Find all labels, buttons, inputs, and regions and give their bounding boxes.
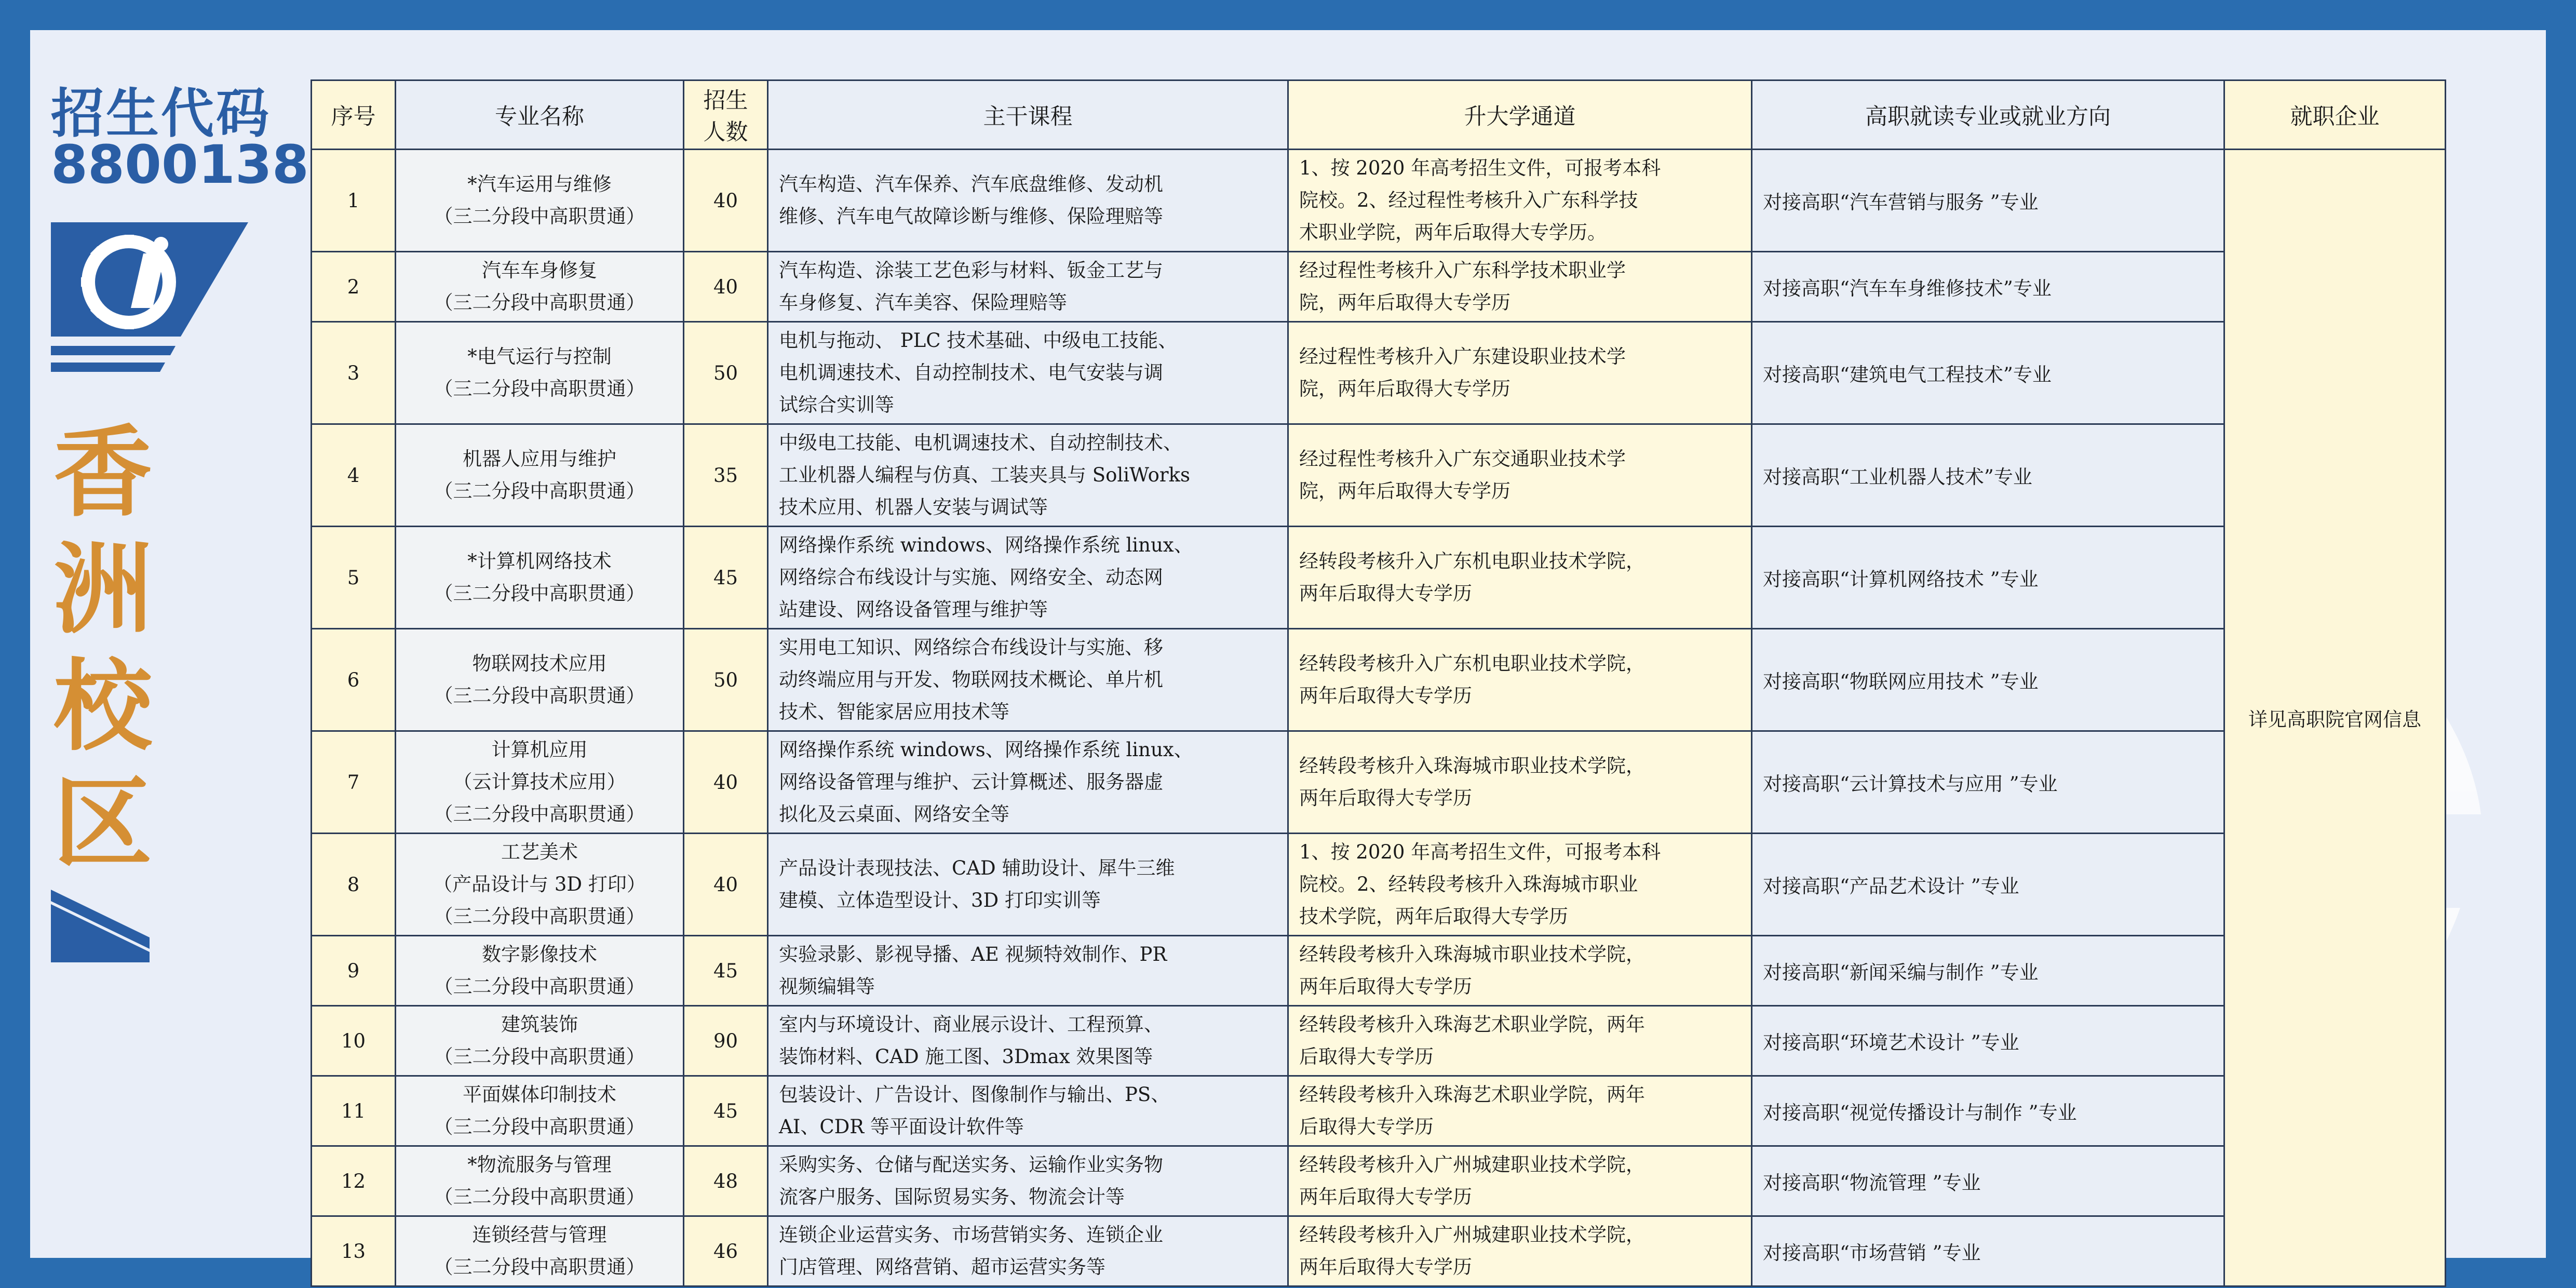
major-name — [396, 1216, 684, 1286]
major-name-line: （三二分段中高职贯通） — [434, 378, 645, 400]
study-direction: 对接高职“物流管理 ”专业 — [1752, 1146, 2224, 1216]
main-courses — [768, 150, 1288, 252]
main-courses — [768, 1216, 1288, 1286]
main-courses — [768, 527, 1288, 629]
university-pathway — [1288, 150, 1752, 252]
main-courses — [768, 936, 1288, 1006]
main-courses — [768, 322, 1288, 424]
main-courses-line: 网络操作系统 windows、网络操作系统 linux、 — [779, 534, 1193, 556]
university-pathway-line: 两年后取得大专学历 — [1299, 787, 1472, 809]
main-courses — [768, 1006, 1288, 1076]
major-name-line: （三二分段中高职贯通） — [434, 1045, 645, 1068]
main-courses-line: 装饰材料、CAD 施工图、3Dmax 效果图等 — [779, 1045, 1153, 1068]
enrollment-count: 50 — [684, 322, 768, 424]
main-courses-line: 电机与拖动、 PLC 技术基础、中级电工技能、 — [779, 329, 1178, 352]
major-name-line: （三二分段中高职贯通） — [434, 1116, 645, 1138]
university-pathway — [1288, 834, 1752, 936]
main-courses-line: 视频编辑等 — [779, 975, 875, 998]
major-name-line: （三二分段中高职贯通） — [434, 205, 645, 227]
main-courses-line: 室内与环境设计、商业展示设计、工程预算、 — [779, 1013, 1163, 1036]
row-index: 1 — [312, 150, 396, 252]
university-pathway-line: 1、按 2020 年高考招生文件，可报考本科 — [1299, 157, 1661, 179]
main-courses-line: 采购实务、仓储与配送实务、运输作业实务物 — [779, 1153, 1163, 1176]
enrollment-count: 46 — [684, 1216, 768, 1286]
main-courses-line: 汽车构造、汽车保养、汽车底盘维修、发动机 — [779, 173, 1163, 195]
major-name-line: （三二分段中高职贯通） — [434, 685, 645, 707]
major-name-line: （三二分段中高职贯通） — [434, 291, 645, 314]
university-pathway — [1288, 322, 1752, 424]
university-pathway-line: 经转段考核升入珠海艺术职业学院，两年 — [1299, 1083, 1645, 1106]
main-courses — [768, 252, 1288, 322]
university-pathway-line: 后取得大专学历 — [1299, 1116, 1434, 1138]
university-pathway-line: 院，两年后取得大专学历 — [1299, 480, 1510, 502]
university-pathway — [1288, 629, 1752, 731]
major-name-line: （三二分段中高职贯通） — [434, 1186, 645, 1208]
main-courses-line: 连锁企业运营实务、市场营销实务、连锁企业 — [779, 1224, 1163, 1246]
header-enterprise: 就职企业 — [2224, 81, 2446, 150]
row-index: 6 — [312, 629, 396, 731]
major-name — [396, 150, 684, 252]
university-pathway — [1288, 527, 1752, 629]
table-row — [312, 1006, 2446, 1076]
poster-board — [30, 30, 2546, 1278]
main-courses-line: 建模、立体造型设计、3D 打印实训等 — [779, 889, 1101, 911]
main-courses-line: 技术应用、机器人安装与调试等 — [779, 496, 1048, 518]
main-courses-line: 网络操作系统 windows、网络操作系统 linux、 — [779, 739, 1193, 761]
enterprise-cell: 详见高职院官网信息 — [2224, 150, 2446, 1286]
side-panel — [30, 30, 309, 1258]
table-row — [312, 834, 2446, 936]
major-name — [396, 834, 684, 936]
study-direction: 对接高职“新闻采编与制作 ”专业 — [1752, 936, 2224, 1006]
major-name — [396, 424, 684, 527]
table-row — [312, 1216, 2446, 1286]
main-courses-line: 车身修复、汽车美容、保险理赔等 — [779, 291, 1067, 314]
university-pathway-line: 经转段考核升入珠海城市职业技术学院， — [1299, 943, 1645, 965]
university-pathway-line: 经转段考核升入广东机电职业技术学院， — [1299, 652, 1645, 675]
main-courses-line: 动终端应用与开发、物联网技术概论、单片机 — [779, 668, 1163, 691]
campus-char: 区 — [53, 766, 152, 881]
main-courses-line: 维修、汽车电气故障诊断与维修、保险理赔等 — [779, 205, 1163, 227]
university-pathway — [1288, 731, 1752, 834]
enrollment-table — [311, 79, 2446, 1287]
main-courses-line: 产品设计表现技法、CAD 辅助设计、犀牛三维 — [779, 857, 1175, 879]
main-courses-line: 拟化及云桌面、网络安全等 — [779, 803, 1009, 825]
study-direction: 对接高职“产品艺术设计 ”专业 — [1752, 834, 2224, 936]
major-name-line: （产品设计与 3D 打印） — [433, 873, 646, 895]
university-pathway-line: 两年后取得大专学历 — [1299, 1186, 1472, 1208]
main-courses-line: 流客户服务、国际贸易实务、物流会计等 — [779, 1186, 1125, 1208]
table-row — [312, 322, 2446, 424]
university-pathway-line: 技术学院，两年后取得大专学历 — [1299, 905, 1568, 928]
enrollment-code-number: 8800138 — [51, 134, 309, 196]
main-courses-line: 网络综合布线设计与实施、网络安全、动态网 — [779, 566, 1163, 588]
university-pathway-line: 院，两年后取得大专学历 — [1299, 378, 1510, 400]
campus-char: 香 — [53, 415, 152, 530]
university-pathway-line: 两年后取得大专学历 — [1299, 1256, 1472, 1278]
major-name-line: 汽车车身修复 — [482, 259, 597, 281]
university-pathway — [1288, 252, 1752, 322]
major-name-line: *汽车运用与维修 — [467, 173, 612, 195]
table-row — [312, 150, 2446, 252]
row-index: 9 — [312, 936, 396, 1006]
major-name-line: （三二分段中高职贯通） — [434, 1256, 645, 1278]
university-pathway-line: 院校。2、经过程性考核升入广东科学技 — [1299, 189, 1638, 211]
major-name-line: （三二分段中高职贯通） — [434, 803, 645, 825]
university-pathway-line: 经转段考核升入广东机电职业技术学院， — [1299, 550, 1645, 572]
header-pathway: 升大学通道 — [1288, 81, 1752, 150]
major-name-line: 机器人应用与维护 — [463, 448, 616, 470]
main-courses-line: 技术、智能家居应用技术等 — [779, 701, 1009, 723]
university-pathway-line: 经转段考核升入珠海城市职业技术学院， — [1299, 755, 1645, 777]
university-pathway — [1288, 1076, 1752, 1146]
row-index: 8 — [312, 834, 396, 936]
enrollment-count: 45 — [684, 936, 768, 1006]
header-major: 专业名称 — [396, 81, 684, 150]
table-row — [312, 1146, 2446, 1216]
major-name-line: *物流服务与管理 — [467, 1153, 612, 1176]
university-pathway-line: 1、按 2020 年高考招生文件，可报考本科 — [1299, 841, 1661, 863]
row-index: 7 — [312, 731, 396, 834]
study-direction: 对接高职“市场营销 ”专业 — [1752, 1216, 2224, 1286]
study-direction: 对接高职“视觉传播设计与制作 ”专业 — [1752, 1076, 2224, 1146]
university-pathway — [1288, 1006, 1752, 1076]
table-body — [312, 150, 2446, 1286]
header-index: 序号 — [312, 81, 396, 150]
university-pathway-line: 两年后取得大专学历 — [1299, 685, 1472, 707]
study-direction: 对接高职“工业机器人技术”专业 — [1752, 424, 2224, 527]
major-name — [396, 322, 684, 424]
main-courses — [768, 731, 1288, 834]
row-index: 4 — [312, 424, 396, 527]
university-pathway-line: 经转段考核升入广州城建职业技术学院， — [1299, 1224, 1645, 1246]
school-logo-icon — [51, 222, 259, 388]
major-name-line: （云计算技术应用） — [453, 771, 626, 793]
enrollment-count: 40 — [684, 252, 768, 322]
main-courses-line: 电机调速技术、自动控制技术、电气安装与调 — [779, 361, 1163, 384]
major-name — [396, 527, 684, 629]
decorative-slash-icon — [51, 890, 155, 962]
major-name — [396, 936, 684, 1006]
main-courses-line: 试综合实训等 — [779, 394, 894, 416]
major-name — [396, 1006, 684, 1076]
main-courses — [768, 629, 1288, 731]
study-direction: 对接高职“汽车营销与服务 ”专业 — [1752, 150, 2224, 252]
main-courses — [768, 1076, 1288, 1146]
main-courses-line: 实验录影、影视导播、AE 视频特效制作、PR — [779, 943, 1167, 965]
major-name-line: （三二分段中高职贯通） — [434, 905, 645, 928]
university-pathway-line: 两年后取得大专学历 — [1299, 582, 1472, 605]
row-index: 5 — [312, 527, 396, 629]
major-name-line: （三二分段中高职贯通） — [434, 480, 645, 502]
main-courses-line: 包装设计、广告设计、图像制作与输出、PS、 — [779, 1083, 1170, 1106]
header-direction: 高职就读专业或就业方向 — [1752, 81, 2224, 150]
university-pathway-line: 术职业学院，两年后取得大专学历。 — [1299, 221, 1607, 244]
table-header — [312, 81, 2446, 150]
major-name-line: 平面媒体印制技术 — [463, 1083, 616, 1106]
enrollment-count: 40 — [684, 834, 768, 936]
major-name-line: *计算机网络技术 — [467, 550, 612, 572]
major-name-line: 计算机应用 — [491, 739, 588, 761]
enrollment-count: 40 — [684, 150, 768, 252]
enrollment-count: 35 — [684, 424, 768, 527]
university-pathway — [1288, 424, 1752, 527]
main-courses — [768, 834, 1288, 936]
enrollment-count: 48 — [684, 1146, 768, 1216]
main-courses-line: 中级电工技能、电机调速技术、自动控制技术、 — [779, 432, 1182, 454]
major-name-line: （三二分段中高职贯通） — [434, 582, 645, 605]
campus-name — [51, 414, 155, 882]
enrollment-count: 40 — [684, 731, 768, 834]
main-courses-line: 门店管理、网络营销、超市运营实务等 — [779, 1256, 1105, 1278]
major-name — [396, 1146, 684, 1216]
table-row — [312, 527, 2446, 629]
header-enrollment-line: 人数 — [703, 119, 748, 145]
major-name-line: 数字影像技术 — [482, 943, 597, 965]
enrollment-count: 45 — [684, 527, 768, 629]
university-pathway-line: 经过程性考核升入广东科学技术职业学 — [1299, 259, 1626, 281]
study-direction: 对接高职“计算机网络技术 ”专业 — [1752, 527, 2224, 629]
university-pathway-line: 后取得大专学历 — [1299, 1045, 1434, 1068]
table-row — [312, 936, 2446, 1006]
university-pathway-line: 经转段考核升入珠海艺术职业学院，两年 — [1299, 1013, 1645, 1036]
major-name — [396, 629, 684, 731]
header-enrollment-line: 招生 — [703, 88, 748, 114]
row-index: 10 — [312, 1006, 396, 1076]
study-direction: 对接高职“建筑电气工程技术”专业 — [1752, 322, 2224, 424]
main-courses — [768, 1146, 1288, 1216]
study-direction: 对接高职“云计算技术与应用 ”专业 — [1752, 731, 2224, 834]
header-enrollment — [684, 81, 768, 150]
major-name-line: *电气运行与控制 — [467, 345, 612, 368]
university-pathway-line: 院，两年后取得大专学历 — [1299, 291, 1510, 314]
table-row — [312, 424, 2446, 527]
study-direction: 对接高职“环境艺术设计 ”专业 — [1752, 1006, 2224, 1076]
table-row — [312, 731, 2446, 834]
header-row — [312, 81, 2446, 150]
university-pathway-line: 经过程性考核升入广东交通职业技术学 — [1299, 448, 1626, 470]
study-direction: 对接高职“物联网应用技术 ”专业 — [1752, 629, 2224, 731]
university-pathway-line: 经转段考核升入广州城建职业技术学院， — [1299, 1153, 1645, 1176]
main-courses-line: 站建设、网络设备管理与维护等 — [779, 598, 1048, 621]
university-pathway — [1288, 936, 1752, 1006]
enrollment-count: 90 — [684, 1006, 768, 1076]
row-index: 11 — [312, 1076, 396, 1146]
major-name-line: 物联网技术应用 — [472, 652, 607, 675]
table-row — [312, 629, 2446, 731]
study-direction: 对接高职“汽车车身维修技术”专业 — [1752, 252, 2224, 322]
main-courses-line: 实用电工知识、网络综合布线设计与实施、移 — [779, 636, 1163, 659]
university-pathway — [1288, 1216, 1752, 1286]
table-row — [312, 1076, 2446, 1146]
university-pathway-line: 经过程性考核升入广东建设职业技术学 — [1299, 345, 1626, 368]
row-index: 13 — [312, 1216, 396, 1286]
enrollment-code-title: 招生代码 — [51, 83, 271, 145]
main-courses-line: 工业机器人编程与仿真、工装夹具与 SoliWorks — [779, 464, 1190, 486]
main-courses-line: 汽车构造、涂装工艺色彩与材料、钣金工艺与 — [779, 259, 1163, 281]
table-row — [312, 252, 2446, 322]
major-name-line: 连锁经营与管理 — [472, 1224, 607, 1246]
enrollment-count: 50 — [684, 629, 768, 731]
major-name-line: 建筑装饰 — [501, 1013, 578, 1036]
university-pathway-line: 两年后取得大专学历 — [1299, 975, 1472, 998]
major-name — [396, 1076, 684, 1146]
row-index: 12 — [312, 1146, 396, 1216]
campus-char: 洲 — [53, 532, 152, 647]
row-index: 3 — [312, 322, 396, 424]
enrollment-count: 45 — [684, 1076, 768, 1146]
main-courses-line: 网络设备管理与维护、云计算概述、服务器虚 — [779, 771, 1163, 793]
campus-char: 校 — [53, 649, 152, 764]
major-name-line: （三二分段中高职贯通） — [434, 975, 645, 998]
university-pathway — [1288, 1146, 1752, 1216]
major-name — [396, 731, 684, 834]
main-courses-line: AI、CDR 等平面设计软件等 — [779, 1116, 1024, 1138]
major-name-line: 工艺美术 — [501, 841, 578, 863]
header-courses: 主干课程 — [768, 81, 1288, 150]
university-pathway-line: 院校。2、经转段考核升入珠海城市职业 — [1299, 873, 1638, 895]
main-courses — [768, 424, 1288, 527]
row-index: 2 — [312, 252, 396, 322]
major-name — [396, 252, 684, 322]
